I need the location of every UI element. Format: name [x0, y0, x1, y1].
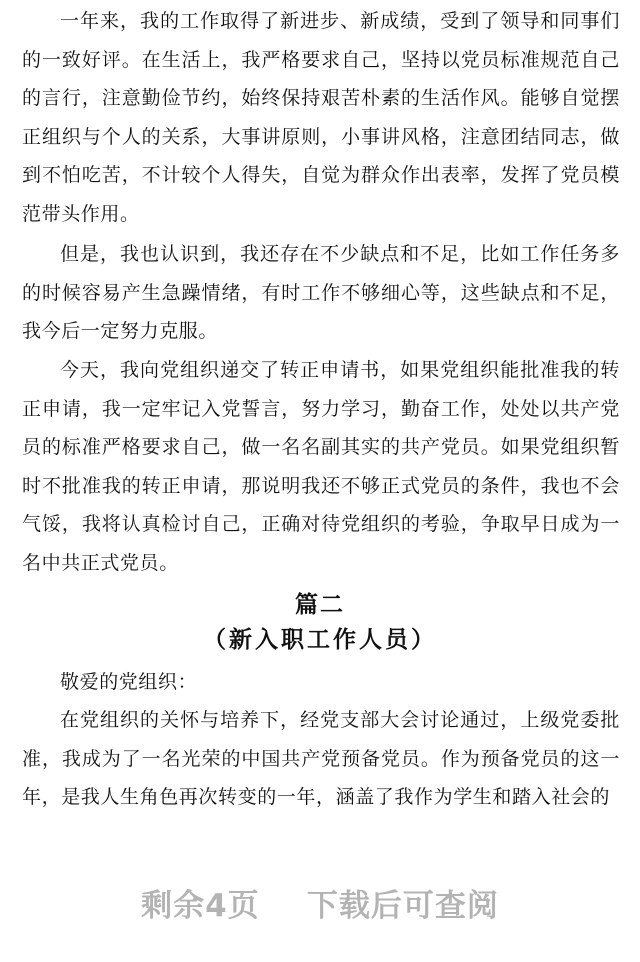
section-subtitle: （新入职工作人员） [203, 626, 437, 653]
body-paragraph-1: 一年来，我的工作取得了新进步、新成绩，受到了领导和同事们的一致好评。在生活上，我严格要求自己，坚持以党员标准规范自己的言行，注意勤俭节约，始终保持艰苦朴素的生活作风。能够自觉摆正组织与个人的关系，大事讲原则，小事讲风格，注意团结同志，做到不怕吃苦，不计较个人得失，自觉为群众作出表率，发挥了党员模范带头作用。 [22, 10, 620, 225]
body-paragraph-2: 但是，我也认识到，我还存在不少缺点和不足，比如工作任务多的时候容易产生急躁情绪，有时工作不够细心等，这些缺点和不足，我今后一定努力克服。 [22, 243, 620, 342]
salutation: 敬爱的党组织： [60, 671, 198, 693]
body-paragraph-3: 今天，我向党组织递交了转正申请书，如果党组织能批准我的转正申请，我一定牢记入党誓言，努力学习，勤奋工作，处处以共产党员的标准严格要求自己，做一名名副其实的共产党员。如果党组织暂时不批准我的转正申请，那说明我还不够正式党员的条件，我也不会气馁，我将认真检讨自己，正确对待党组织的考验，争取早日成为一名中共正式党员。 [22, 359, 620, 574]
body-paragraph-4: 在党组织的关怀与培养下，经党支部大会讨论通过，上级党委批准，我成为了一名光荣的中国共产党预备党员。作为预备党员的这一年，是我人生角色再次转变的一年，涵盖了我作为学生和踏入社会的 [22, 709, 620, 808]
section-title: 篇二 [295, 591, 345, 618]
remaining-pages-banner[interactable]: 剩余4页 下载后可查阅 [141, 888, 499, 924]
